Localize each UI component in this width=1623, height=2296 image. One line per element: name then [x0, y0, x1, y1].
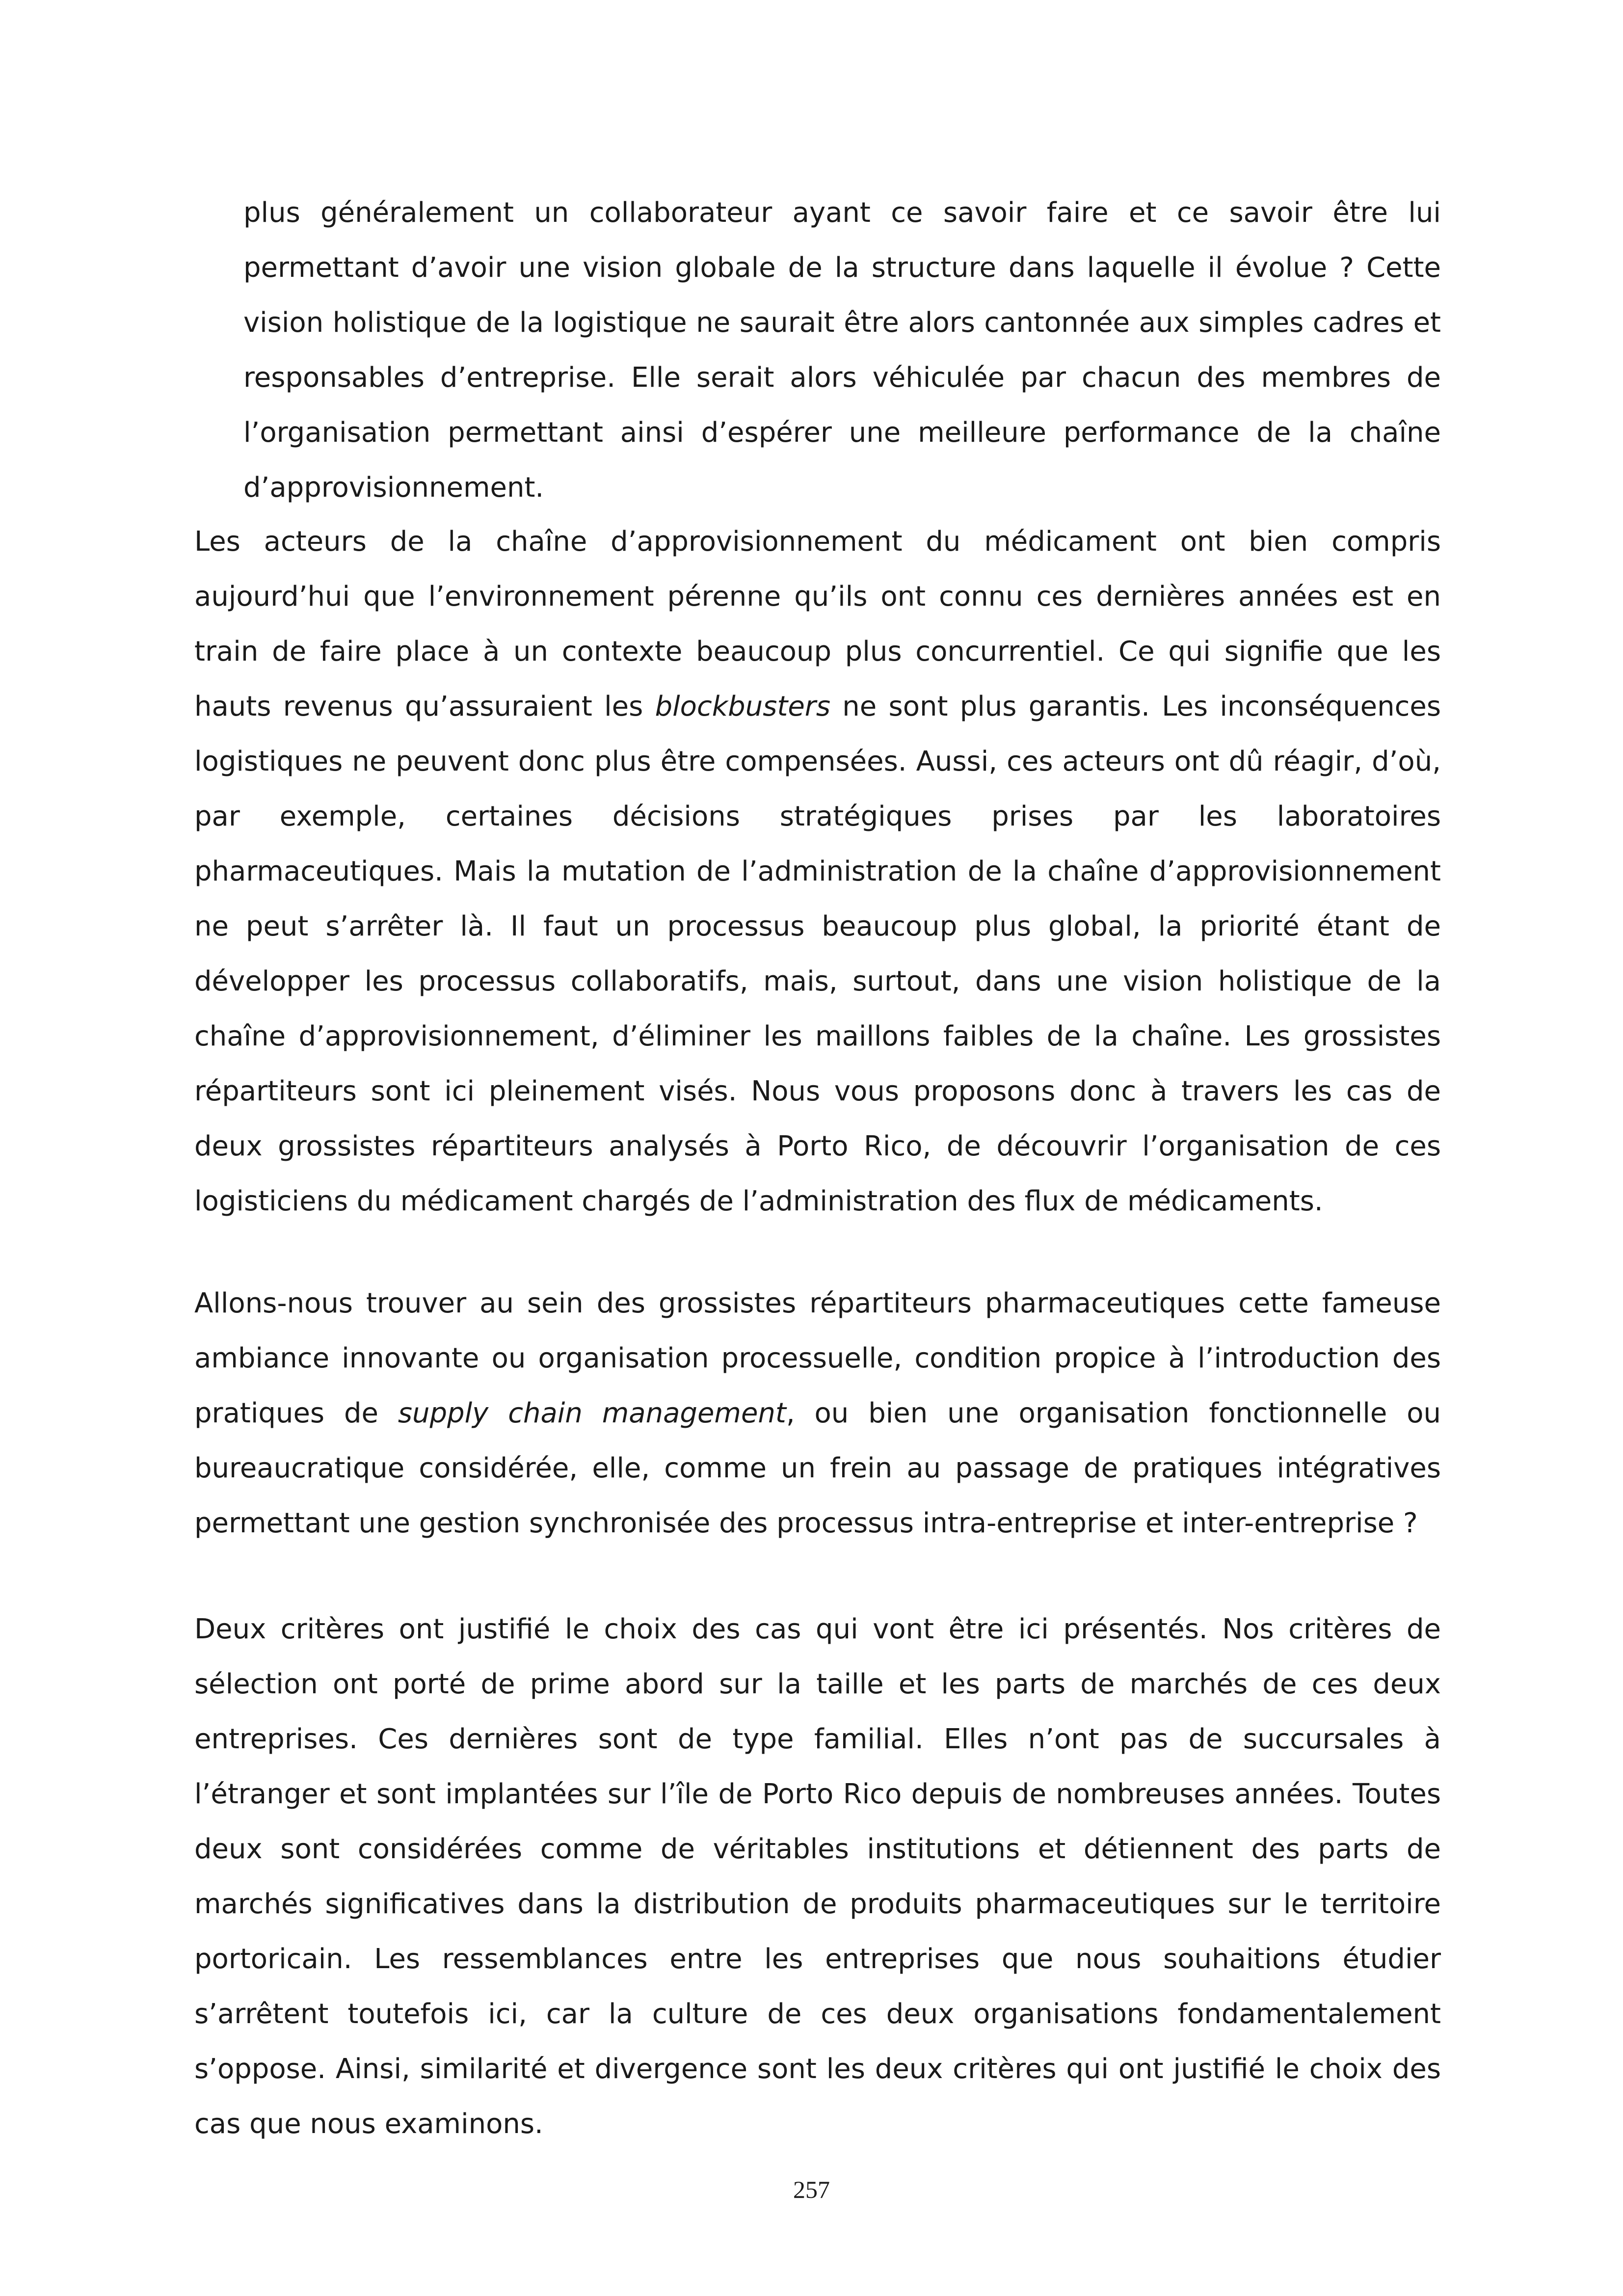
paragraph-research-question — [194, 1276, 1441, 1551]
paragraph-text: ne sont plus garantis. Les inconséquences logistiques ne peuvent donc plus être compensées. Aussi, ces acteurs ont dû réagir, d’où, par exemple, certaines décisions stratégiques prises par les laboratoires pharmaceutiques. Mais la mutation de l’administration de la chaîne d’approvisionnement ne peut s’arrêter là. Il faut un processus beaucoup plus global, la priorité étant de développer les processus collaboratifs, mais, surtout, dans une vision holistique de la chaîne d’approvisionnement, d’éliminer les maillons faibles de la chaîne. Les grossistes répartiteurs sont ici pleinement visés. Nous vous proposons donc à travers les cas de deux grossistes répartiteurs analysés à Porto Rico, de découvrir l’organisation de ces logisticiens du médicament chargés de l’administration des flux de médicaments. — [194, 691, 1441, 1217]
paragraph-text: Allons-nous trouver au sein des grossistes répartiteurs pharmaceutiques cette fameuse ambiance innovante ou organisation processuelle, condition propice à l’introduction des pratiques de — [194, 1287, 1441, 1429]
paragraph-supply-chain-actors — [194, 514, 1441, 1229]
paragraph-selection-criteria: Deux critères ont justifié le choix des cas qui vont être ici présentés. Nos critères de sélection ont porté de prime abord sur la taille et les parts de marchés de ces deux entreprises. Ces dernières sont de type familial. Elles n’ont pas de succursales à l’étranger et sont implantées sur l’île de Porto Rico depuis de nombreuses années. Toutes deux sont considérées comme de véritables institutions et détiennent des parts de marchés significatives dans la distribution de produits pharmaceutiques sur le territoire portoricain. Les ressemblances entre les entreprises que nous souhaitions étudier s’arrêtent toutefois ici, car la culture de ces deux organisations fondamentalement s’oppose. Ainsi, similarité et divergence sont les deux critères qui ont justifié le choix des cas que nous examinons. — [194, 1613, 1441, 2140]
page-number: 257 — [793, 2176, 830, 2203]
italic-term-supply-chain-management: supply chain management — [398, 1397, 786, 1429]
paragraph-text: Les acteurs de la chaîne d’approvisionnement du médicament ont bien compris aujourd’hui que l’environnement pérenne qu’ils ont connu ces dernières années est en train de faire place à un contexte beaucoup plus concurrentiel. Ce qui signifie que les hauts revenus qu’assuraient les — [194, 526, 1441, 722]
paragraph-text: , ou bien une organisation fonctionnelle ou bureaucratique considérée, elle, comme un frein au passage de pratiques intégratives permettant une gestion synchronisée des processus intra-entreprise et inter-entreprise ? — [194, 1397, 1441, 1539]
italic-term-blockbusters: blockbusters — [655, 691, 830, 722]
paragraph-continuation: plus généralement un collaborateur ayant ce savoir faire et ce savoir être lui permettant d’avoir une vision globale de la structure dans laquelle il évolue ? Cette vision holistique de la logistique ne saurait être alors cantonnée aux simples cadres et responsables d’entreprise. Elle serait alors véhiculée par chacun des membres de l’organisation permettant ainsi d’espérer une meilleure performance de la chaîne d’approvisionnement. — [243, 197, 1441, 504]
